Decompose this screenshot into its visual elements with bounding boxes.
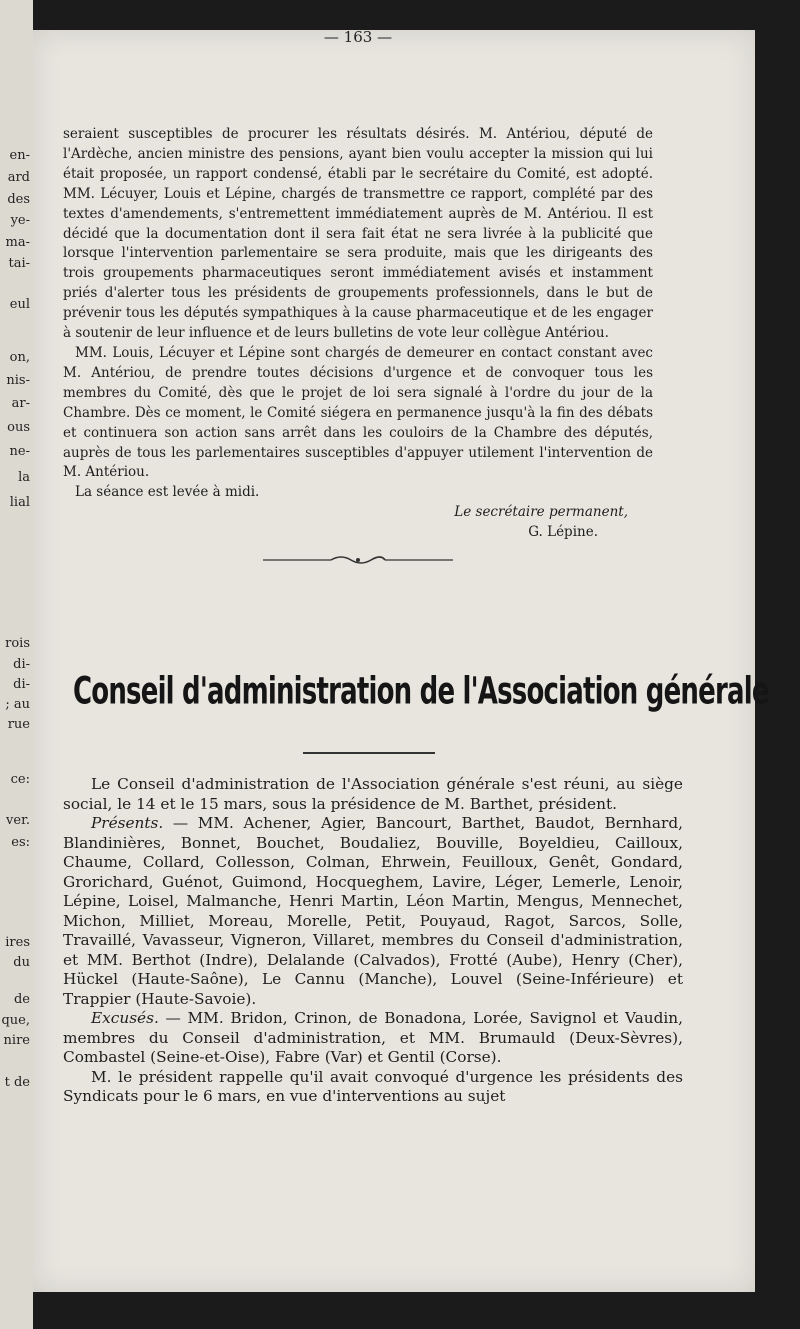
- margin-fragment: di-: [13, 677, 30, 692]
- paragraph: seraient susceptibles de procurer les résultats désirés. M. Antériou, député de l'Ardèche, ancien ministre des pensions, ayant bien voulu accepter la mission qui lui était proposée, un rapport condensé, établi par le secrétaire du Comité, est adopté. MM. Lécuyer, Louis et Lépine, chargés de transmettre ce rapport, complété par des textes d'amendements, s'entremettent immédiatement auprès de M. Antériou. Il est décidé que la documentation dont il sera fait état ne sera livrée à la publicité que lorsque l'intervention parlementaire se sera produite, mais que les dirigeants des trois groupements pharmaceutiques seront immédiatement avisés et instamment priés d'alerter tous les présidents de groupements professionnels, dans le but de prévenir tous les députés sympathiques à la cause pharmaceutique et de les engager à soutenir de leur influence et de leurs bulletins de vote leur collègue Antériou.: [63, 126, 653, 342]
- margin-fragment: ous: [7, 420, 30, 435]
- last-paragraph: M. le président rappelle qu'il avait convoqué d'urgence les présidents des Syndicats pour le 6 mars, en vue d'interventions au sujet: [63, 1067, 683, 1105]
- document-page: [33, 28, 769, 1292]
- section-1: [63, 28, 653, 567]
- presents-paragraph: [63, 814, 683, 1009]
- title-underline: [303, 752, 435, 754]
- page-number: — 163 —: [323, 28, 393, 46]
- presents-text: — MM. Achener, Agier, Bancourt, Barthet, Baudot, Bernhard, Blandinières, Bonnet, Bouchet, Boudaliez, Bouville, Boyeldieu, Cailloux, Chaume, Collard, Collesson, Colman, Ehrwein, Feuilloux, Genêt, Gondard, Grorichard, Guénot, Guimond, Hocqueghem, Lavire, Léger, Lemerle, Lenoir, Lépine, Loisel, Malmanche, Henri Martin, Léon Martin, Mengus, Mennechet, Michon, Milliet, Moreau, Morelle, Petit, Pouyaud, Ragot, Sarcos, Solle, Travaillé, Vavasseur, Vigneron, Villaret, membres du Conseil d'administration, et MM. Berthot (Indre), Delalande (Calvados), Frotté (Aube), Henry (Cher), Hückel (Haute-Saône), Le Cannu (Manche), Louvel (Seine-Inférieure) et Trappier (Haute-Savoie).: [63, 814, 683, 1008]
- excuses-paragraph: [63, 1009, 683, 1068]
- signature-name: G. Lépine.: [528, 524, 598, 541]
- margin-fragment: ma-: [5, 235, 30, 250]
- excuses-label: Excusés.: [91, 1009, 159, 1027]
- margin-fragment: ye-: [10, 213, 30, 228]
- margin-fragment: ; au: [5, 697, 30, 712]
- paragraph: MM. Louis, Lécuyer et Lépine sont chargés de demeurer en contact constant avec M. Antériou, de prendre toutes décisions d'urgence et de convoquer tous les membres du Comité, dès que le projet de loi sera signalé à l'ordre du jour de la Chambre. Dès ce moment, le Comité siégera en permanence jusqu'à la fin des débats et continuera son action sans arrêt dans les couloirs de la Chambre des députés, auprès de tous les parlementaires susceptibles d'appuyer utilement l'intervention de M. Antériou.: [63, 344, 653, 481]
- margin-fragment: lial: [9, 495, 30, 510]
- margin-fragment: de: [13, 992, 30, 1007]
- margin-fragment: on,: [9, 350, 30, 365]
- margin-fragment: la: [18, 470, 30, 485]
- margin-fragment: ce:: [10, 772, 30, 787]
- margin-fragment: du: [13, 955, 30, 970]
- signature-title: Le secrétaire permanent,: [454, 504, 628, 521]
- margin-fragment: nire: [3, 1033, 30, 1048]
- excuses-text: — MM. Bridon, Crinon, de Bonadona, Lorée, Savignol et Vaudin, membres du Conseil d'administration, et MM. Brumauld (Deux-Sèvres), Combastel (Seine-et-Oise), Fabre (Var) et Gentil (Corse).: [63, 1009, 683, 1066]
- margin-fragment: que,: [1, 1013, 30, 1028]
- margin-fragment: di-: [13, 657, 30, 672]
- margin-fragment: en-: [9, 148, 30, 163]
- margin-fragment: t de: [4, 1075, 30, 1090]
- margin-fragment: es:: [11, 835, 30, 850]
- margin-fragment: des: [7, 192, 30, 207]
- margin-fragment: ne-: [9, 444, 30, 459]
- margin-fragment: rue: [7, 717, 30, 732]
- margin-fragment: ard: [7, 170, 30, 185]
- ornament-divider: [63, 553, 653, 567]
- margin-fragment: tai-: [8, 256, 30, 271]
- margin-fragment: nis-: [6, 373, 30, 388]
- section-2: [63, 775, 683, 1107]
- closing-line: La séance est levée à midi.: [75, 484, 260, 501]
- margin-fragment: ar-: [11, 396, 30, 411]
- section-title: Conseil d'administration de l'Association générale: [73, 670, 769, 714]
- presents-label: Présents.: [91, 814, 164, 832]
- adjacent-page-margin: [0, 0, 33, 1329]
- margin-fragment: ver.: [6, 813, 30, 828]
- intro-paragraph: Le Conseil d'administration de l'Association générale s'est réuni, au siège social, le 14 et le 15 mars, sous la présidence de M. Barthet, président.: [63, 775, 683, 813]
- margin-fragment: ires: [5, 935, 30, 950]
- margin-fragment: eul: [9, 297, 30, 312]
- margin-fragment: rois: [5, 636, 30, 651]
